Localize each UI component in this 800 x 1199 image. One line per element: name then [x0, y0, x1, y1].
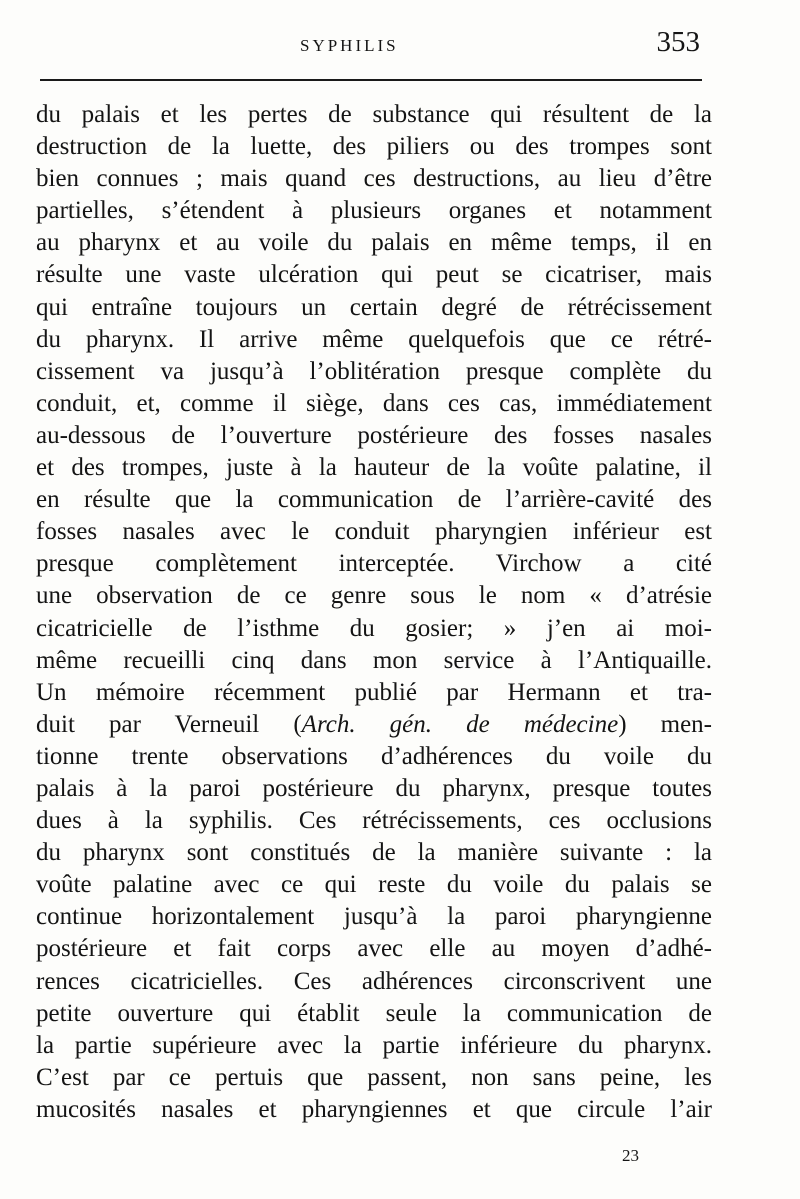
text-line: mucosités nasales et pharyngiennes et que circule l’air [36, 1095, 712, 1123]
text-line: cicatricielle de l’isthme du gosier; » j’en ai moi- [36, 614, 712, 642]
header-rule [40, 79, 702, 81]
text-line-with-citation [36, 709, 712, 741]
text-line: bien connues ; mais quand ces destructions, au lieu d’être [36, 165, 712, 193]
citation-prefix: duit par Verneuil ( [36, 710, 302, 738]
text-line: même recueilli cinq dans mon service à l’Antiquaille. [36, 646, 712, 674]
text-line: voûte palatine avec ce qui reste du voile du palais se [36, 871, 712, 899]
text-line: Un mémoire récemment publié par Hermann et tra- [36, 678, 712, 706]
page-number: 353 [656, 26, 700, 58]
text-line: résulte une vaste ulcération qui peut se cicatriser, mais [36, 261, 712, 289]
text-line: cissement va jusqu’à l’oblitération presque complète du [36, 357, 712, 385]
text-line: qui entraîne toujours un certain degré de rétrécissement [36, 293, 712, 321]
text-line: du palais et les pertes de substance qui résultent de la [36, 101, 712, 128]
text-line: destruction de la luette, des piliers ou des trompes sont [36, 133, 712, 161]
body-text [36, 99, 712, 1126]
text-line: rences cicatricielles. Ces adhérences circonscrivent une [36, 967, 712, 995]
text-line: en résulte que la communication de l’arrière-cavité des [36, 486, 712, 514]
text-line: au-dessous de l’ouverture postérieure des fosses nasales [36, 421, 712, 449]
citation-suffix: ) men- [618, 710, 712, 738]
text-line: partielles, s’étendent à plusieurs organes et notamment [36, 197, 712, 225]
text-line: postérieure et fait corps avec elle au moyen d’adhé- [36, 935, 712, 963]
text-line: tionne trente observations d’adhérences du voile du [36, 742, 712, 770]
text-line: continue horizontalement jusqu’à la paroi pharyngienne [36, 903, 712, 931]
text-line: presque complètement interceptée. Virchow a cité [36, 550, 712, 578]
journal-citation: Arch. gén. de médecine [301, 710, 619, 738]
text-line: fosses nasales avec le conduit pharyngien inférieur est [36, 518, 712, 546]
text-line: petite ouverture qui établit seule la communication de [36, 999, 712, 1027]
text-line: du pharynx. Il arrive même quelquefois que ce rétré- [36, 325, 712, 353]
text-line: conduit, et, comme il siège, dans ces cas, immédiatement [36, 389, 712, 417]
text-line: C’est par ce pertuis que passent, non sans peine, les [36, 1063, 712, 1091]
running-title: SYPHILIS [300, 36, 399, 55]
text-line: palais à la paroi postérieure du pharynx, presque toutes [36, 774, 712, 802]
text-line: et des trompes, juste à la hauteur de la voûte palatine, il [36, 454, 712, 482]
printer-signature: 23 [622, 1146, 639, 1165]
text-line: du pharynx sont constitués de la manière suivante : la [36, 839, 712, 867]
text-line: au pharynx et au voile du palais en même temps, il en [36, 229, 712, 257]
text-line: la partie supérieure avec la partie inférieure du pharynx. [36, 1031, 712, 1059]
text-line: une observation de ce genre sous le nom « d’atrésie [36, 582, 712, 610]
text-line: dues à la syphilis. Ces rétrécissements, ces occlusions [36, 807, 712, 835]
